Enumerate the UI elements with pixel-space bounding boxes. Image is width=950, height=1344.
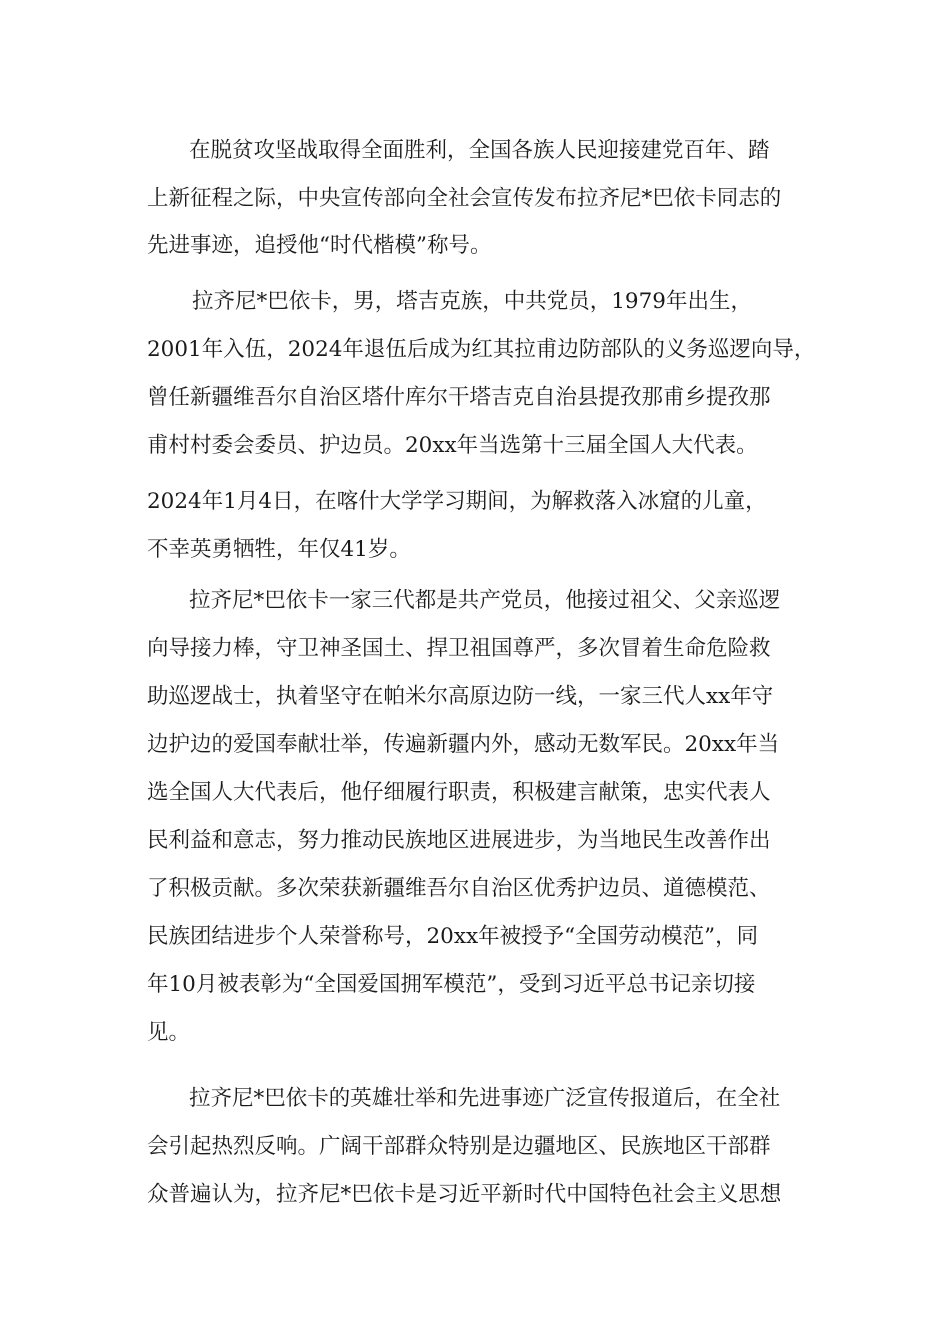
paragraph-3-line-7: 了积极贡献。多次荣获新疆维吾尔自治区优秀护边员、道德模范、 xyxy=(147,876,771,901)
paragraph-3-line-4: 边护边的爱国奉献壮举，传遍新疆内外，感动无数军民。20xx年当 xyxy=(147,732,780,757)
paragraph-2-line-4: 甫村村委会委员、护边员。20xx年当选第十三届全国人大代表。 xyxy=(147,433,758,458)
paragraph-1-line-2: 上新征程之际，中央宣传部向全社会宣传发布拉齐尼*巴依卡同志的 xyxy=(147,186,782,211)
paragraph-1-line-3: 先进事迹，追授他“时代楷模”称号。 xyxy=(147,233,492,258)
paragraph-2-line-2: 2001年入伍，2024年退伍后成为红其拉甫边防部队的义务巡逻向导， xyxy=(147,337,816,362)
paragraph-2-line-3: 曾任新疆维吾尔自治区塔什库尔干塔吉克自治县提孜那甫乡提孜那 xyxy=(147,385,771,410)
paragraph-3-line-6: 民利益和意志，努力推动民族地区进展进步，为当地民生改善作出 xyxy=(147,828,771,853)
paragraph-4-line-1: 拉齐尼*巴依卡的英雄壮举和先进事迹广泛宣传报道后，在全社 xyxy=(189,1086,781,1111)
paragraph-4-line-3: 众普遍认为，拉齐尼*巴依卡是习近平新时代中国特色社会主义思想 xyxy=(147,1182,782,1207)
paragraph-3-line-8: 民族团结进步个人荣誉称号，20xx年被授予“全国劳动模范”，同 xyxy=(147,924,759,949)
paragraph-3-line-9: 年10月被表彰为“全国爱国拥军模范”，受到习近平总书记亲切接 xyxy=(147,972,756,997)
paragraph-4-line-2: 会引起热烈反响。广阔干部群众特别是边疆地区、民族地区干部群 xyxy=(147,1134,771,1159)
paragraph-2-line-6: 不幸英勇牺牲，年仅41岁。 xyxy=(147,537,411,562)
paragraph-3-line-5: 选全国人大代表后，他仔细履行职责，积极建言献策，忠实代表人 xyxy=(147,780,771,805)
paragraph-2-line-5: 2024年1月4日，在喀什大学学习期间，为解救落入冰窟的儿童， xyxy=(147,489,767,514)
paragraph-2-line-1: 拉齐尼*巴依卡，男，塔吉克族，中共党员，1979年出生， xyxy=(192,289,752,314)
paragraph-3-line-1: 拉齐尼*巴依卡一家三代都是共产党员，他接过祖父、父亲巡逻 xyxy=(189,588,781,613)
paragraph-1-line-1: 在脱贫攻坚战取得全面胜利，全国各族人民迎接建党百年、踏 xyxy=(189,138,770,163)
paragraph-3-line-10: 见。 xyxy=(147,1020,191,1045)
paragraph-3-line-3: 助巡逻战士，执着坚守在帕米尔高原边防一线，一家三代人xx年守 xyxy=(147,684,774,709)
paragraph-3-line-2: 向导接力棒，守卫神圣国土、捍卫祖国尊严，多次冒着生命危险救 xyxy=(147,636,771,661)
